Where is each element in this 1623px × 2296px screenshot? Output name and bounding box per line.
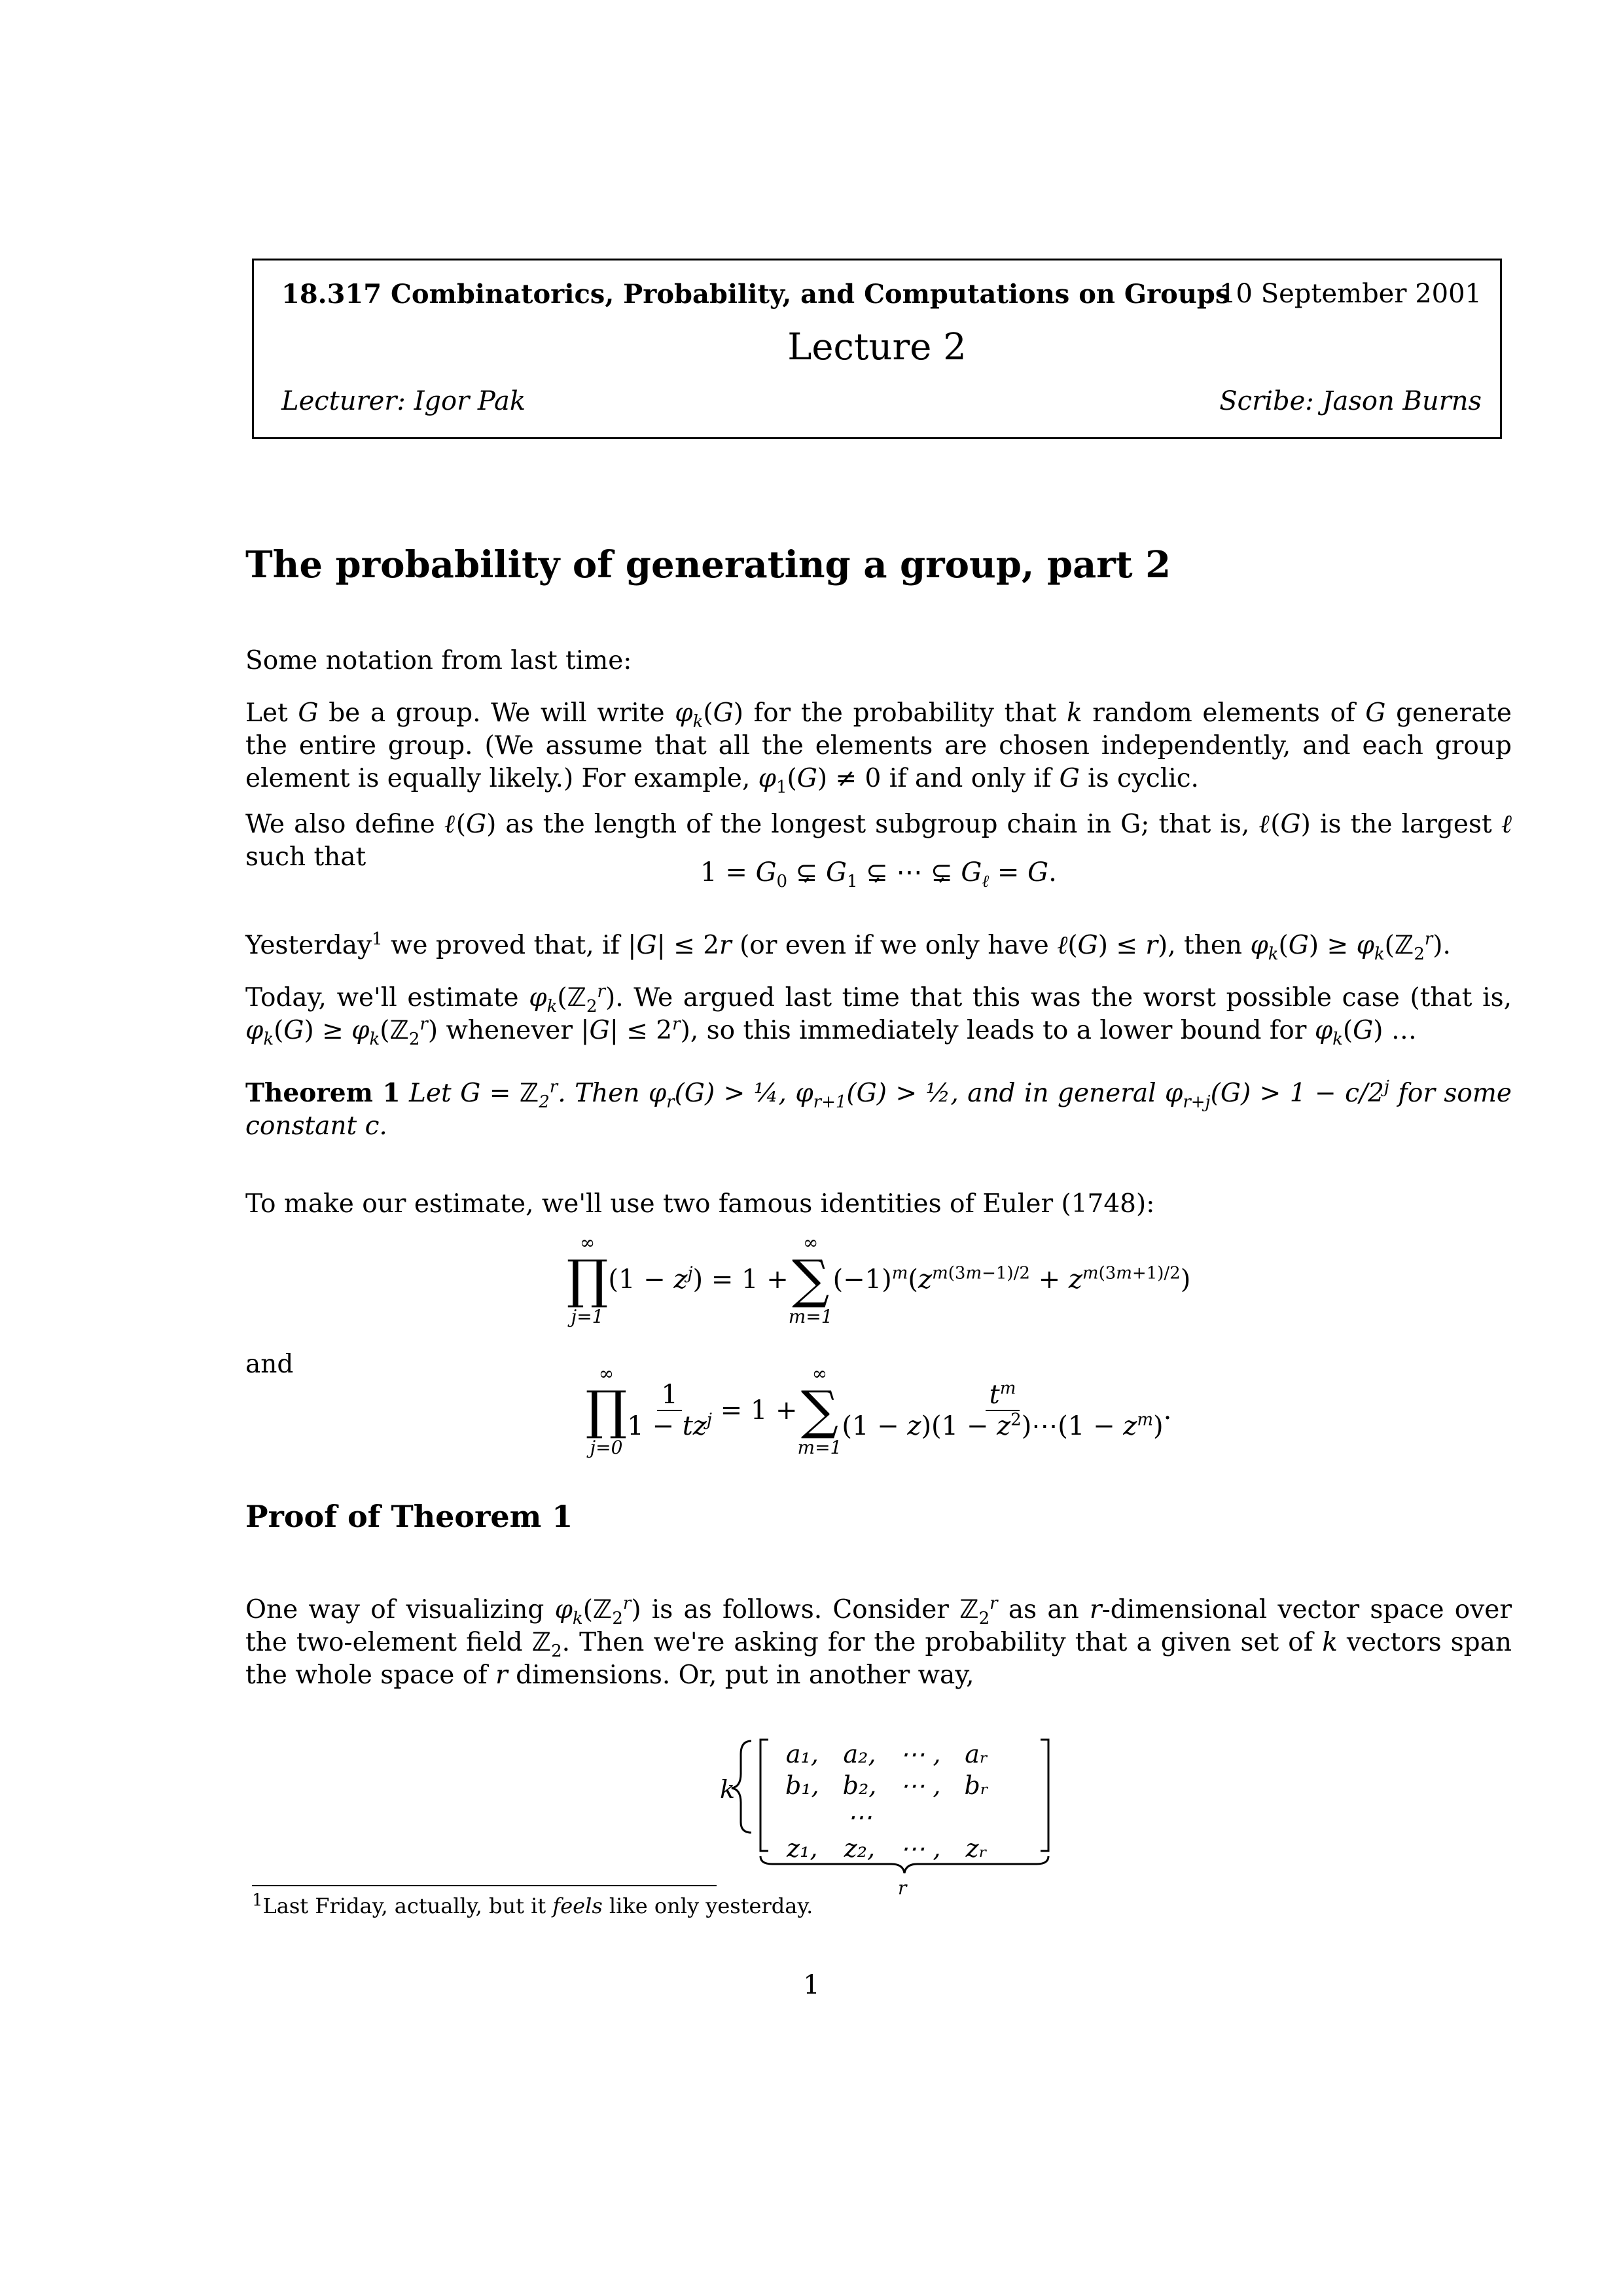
lecturer-name: Lecturer: Igor Pak [281,386,526,416]
matrix-row: a₁, a₂, ⋯ , aᵣ [785,1740,989,1768]
scribe-name: Scribe: Jason Burns [1219,386,1482,416]
lecture-date: 10 September 2001 [1219,279,1482,309]
rows-label: k [720,1775,736,1804]
matrix-row: z₁, z₂, ⋯ , zᵣ [787,1834,988,1863]
section-title: The probability of generating a group, part 2 [245,543,1171,586]
footnote: $^1$Last Friday, actually, but it feels like only yesterday. [252,1890,813,1918]
paragraph-chain-length: We also define ℓ(G) as the length of the longest subgroup chain in G; that is, ℓ(G) is the largest ℓ such that [245,810,1512,872]
paragraph-today: Today, we'll estimate $\varphi_k(ℤ_2^r)$. We argued last time that this was the worst possible case (that is, $\varphi_k(G)$ ≥ $\varphi_k(ℤ_2^r)$ whenever $|G| \le 2^r$), so this immediately leads to a lower bound for $\varphi_k(G)$ … [245,982,1512,1049]
euler-partition-identity: ∞ ∏ j=0 $\frac{1}{1 - tz^j}$ = 1 + ∞ ∑ m=1 $\frac{t^m}{(1 - z)(1 - z^2)\cdots(1 - z^m)}$ . [585,1363,1172,1458]
vector-matrix [720,1734,1060,1911]
proof-heading: Proof of Theorem 1 [245,1499,573,1534]
euler-intro: To make our estimate, we'll use two famous identities of Euler (1748): [245,1189,1155,1219]
page-number: 1 [803,1970,820,2000]
notation-intro: Some notation from last time: [245,646,632,675]
matrix-row: ⋯ [847,1803,872,1831]
footnote-rule [252,1885,717,1886]
and-word: and [245,1350,294,1379]
cols-label: r [898,1877,907,1899]
paragraph-yesterday: Yesterday$^1$ we proved that, if |G| ≤ 2r (or even if we only have ℓ(G) ≤ r), then $\varphi_k(G)$ ≥ $\varphi_k(ℤ_2^r)$. [245,929,1451,964]
theorem-label: Theorem 1 [245,1078,401,1108]
paragraph-definition: Let G be a group. We will write $\varphi_k(G)$ for the probability that k random elements of G generate the entire group. (We assume that all the elements are chosen independently, and each group element is equally likely.) For example, $\varphi_1(G) \ne 0$ if and only if G is cyclic. [245,698,1512,797]
paragraph-visualizing: One way of visualizing $\varphi_k(ℤ_2^r)$ is as follows. Consider ℤ$_2^r$ as an r-dimensional vector space over the two-element field ℤ$_2$. Then we're asking for the probability that a given set of k vectors span the whole space of r dimensions. Or, put in another way, [245,1594,1512,1690]
lecture-header-box [252,259,1502,439]
euler-pentagonal-identity: ∞ ∏ j=1 $(1 - z^j) = 1$ + ∞ ∑ m=1 $(-1)^m(z^{m(3m-1)/2} + z^{m(3m+1)/2})$ [566,1232,1191,1327]
matrix-table [774,1738,1001,1864]
footnote-marker: 1 [372,929,383,949]
theorem-1: Theorem 1 Let G = ℤ$_2^r$. Then $\varphi_r(G)$ > ¼, $\varphi_{r+1}(G)$ > ½, and in general $\varphi_{r+j}(G) > 1 - c/2^j$ for some constant c. [245,1077,1512,1141]
lecture-number: Lecture 2 [787,326,967,368]
matrix-row: b₁, b₂, ⋯ , bᵣ [785,1771,989,1800]
course-title: 18.317 Combinatorics, Probability, and Computations on Groups [281,279,1230,310]
subgroup-chain-equation: $1 = G_0$ ⊊ $G_1$ ⊊ ⋯ ⊊ $G_\ell = G$. [700,857,1057,891]
